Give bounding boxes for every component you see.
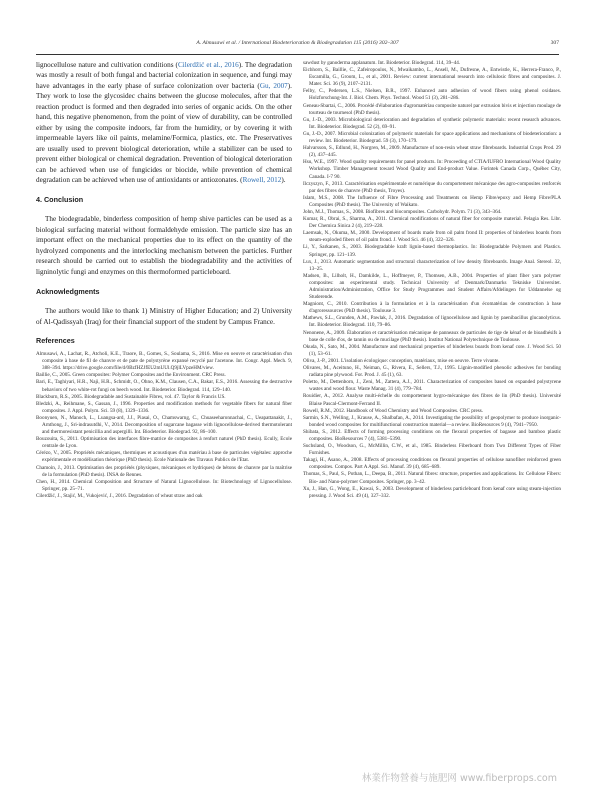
reference-entry: Ilczyszyn, F., 2013. Caractérisation expérimentale et numérique du comportement mécanique des agro-composites renforcés par des fibres de chanvre (PhD thesis, Troyes). <box>303 180 561 194</box>
reference-list-left <box>36 351 292 500</box>
reference-entry: Thomas, S., Paul, S., Pothan, L., Deepa, B., 2011. Natural fibres: structure, properties and applications. In: Cellulose Fibers: Bio- and Nano-polymer Composites. Springer, pp. 3–42. <box>303 471 561 485</box>
reference-entry: Madsen, B., Lilholt, H., Damkilde, L., Hoffmeyer, P., Thomsen, A.B., 2004. Properties of plant fiber yarn polymer composites: an experimental study. Technical University of Denmark/Danmarks Tekniske Universitet. Administration/Administration, Office for Study Programmes and Student Affairs/Afdelingen for Uddannelse og Studerende. <box>303 272 561 301</box>
conclusion-heading: 4. Conclusion <box>36 195 84 205</box>
reference-entry: Poletto, M., Dettenborn, J., Zeni, M., Zattera, A.J., 2011. Characterization of composites based on expanded polystyrene wastes and wood flour. Waste Manag. 31 (4), 779–784. <box>303 379 561 393</box>
conclusion-paragraph: The biodegradable, binderless composition of hemp shive particles can be used as a biological surfacing material without formaldehyde emission. The particle size has an important effect on the mechanical properties due to its effect on the quantity of the hydrolyzed components and the interlocking mechanism between the particles. Further research should be carried out to establish the biodegradability and the activities of ligninolytic fungi and enzymes on this thermoformed particleboard. <box>36 215 292 276</box>
citation-link[interactable]: Gu, 2007 <box>259 81 288 90</box>
reference-entry: Bledzki, A., Reihmane, S., Gassan, J., 1996. Properties and modification methods for vegetable fibers for natural fiber composites. J. Appl. Polym. Sci. 59 (8), 1329–1336. <box>36 400 292 414</box>
reference-entry: Mathews, S.L., Grunden, A.M., Pawlak, J., 2016. Degradation of lignocellulose and lignin by paenibacillus glucanolyticus. Int. Biodeterior. Biodegrad. 110, 79–86. <box>303 315 561 329</box>
reference-entry: Takagi, H., Asano, A., 2008. Effects of processing conditions on flexural properties of cellulose nanofiber reinforced green composites. Compos. Part A Appl. Sci. Manuf. 39 (4), 685–689. <box>303 457 561 471</box>
running-title: A. Almusawi et al. / International Biodeterioration & Biodegradation 115 (2016) 302–307 <box>196 40 399 46</box>
watermark-text: 林業作物營養与施肥网 www.fiberprops.com <box>361 773 557 784</box>
reference-entry: Almusawi, A., Lachat, R., Atcholi, K.E., Traore, B., Gomes, S., Soulama, S., 2016. Mise en oeuvre et caractérisation d'un composite à base de fil de chanvre et de pate de polystyrène expansé recyclé par l'acetone. Int. Congr. Appl. Mech. 9, 388–394. https://drive.google.com/file/d/0BzfHZJfEU2mUUl.Q9jlLVpzeHM/view. <box>36 351 292 372</box>
reference-entry: Baillie, C., 2005. Green composites: Polymer Composites and the Environment. CRC Press. <box>36 372 226 379</box>
references-heading: References <box>36 336 75 346</box>
reference-entry: Olivares, M., Aceituno, H., Neiman, G., Rivera, E., Sellers, T.J., 1995. Lignin-modified phenolic adhesives for bonding radiata pine plywood. For. Prod. J. 45 (1), 63. <box>303 365 561 379</box>
reference-entry: Sarmin, S.N., Welling, J., Krause, A., Shalbafan, A., 2014. Investigating the possibility of geopolymer to produce inorganic-bonded wood composites for multifunctional construction material—a review. BioResources 9 (4), 7941–7950. <box>303 414 561 428</box>
reference-entry: Rouidier, A., 2012. Analyse multi-échelle du comportement hygro-mécanique des fibres de lin (PhD thesis). Université Blaise Pascal-Clermont-Ferrand II. <box>303 393 561 407</box>
text-run: lignocellulose nature and cultivation conditions ( <box>36 61 178 69</box>
acknowledgments-heading: Acknowledgments <box>36 287 100 297</box>
reference-entry: Halvarsson, S., Edlund, H., Norgren, M., 2009. Manufacture of non-resin wheat straw fibreboards. Industrial Crops Prod. 29 (2), 437–445. <box>303 145 561 159</box>
reference-entry: Chamoin, J., 2013. Optimisation des propriétés (physiques, mécaniques et hydriques) de bétons de chanvre par la maîtrise de la formulation (PhD thesis). INSA de Rennes. <box>36 464 292 478</box>
reference-entry: Cérézo, V., 2005. Propriétés mécaniques, thermiques et acoustiques d'un matériau à base de particules végétales: approche expérimentale et modélisation théorique (PhD thesis). Ecole Nationale des Travaux Publics de l'Etat. <box>36 450 292 464</box>
text-run: ). <box>281 175 286 184</box>
reference-entry: Felby, C., Pedersen, L.S., Nielsen, B.R., 1997. Enhanced auto adhesion of wood fibers using phenol oxidases. Holzforschung-Int. J. Biol. Chem. Phys. Technol. Wood 51 (3), 281–286. <box>303 88 561 102</box>
reference-entry: Geneau-Sbartai, C., 2006. Procédé d'élaboration d'agromatériau composite naturel par extrusion bivis et injection moulage de tourteau de tournesol (PhD thesis). <box>303 102 561 116</box>
reference-entry: Rowell, R.M., 2012. Handbook of Wood Chemistry and Wood Composites. CRC press. <box>303 407 484 414</box>
reference-entry: Oliva, J.-P., 2001. L'isolation écologique: conception, matériaux, mise en oeuvre. Terre vivante. <box>303 357 500 364</box>
page-number: 307 <box>550 40 559 46</box>
reference-entry: Islam, M.S., 2008. The Influence of Fibre Processing and Treatments on Hemp Fibre/epoxy and Hemp Fibre/PLA Composites (PhD thesis). The University of Waikato. <box>303 194 561 208</box>
left-column <box>36 60 292 500</box>
reference-entry: Li, Y., Sarkanen, S., 2003. Biodegradable kraft lignin-based thermoplastics. In: Biodegradable Polymers and Plastics. Springer, pp. 121–139. <box>303 244 561 258</box>
reference-entry: Bari, E., Taghiyari, H.R., Naji, H.R., Schmidt, O., Ohno, K.M., Clausen, C.A., Bakar, E.S., 2016. Assessing the destructive behaviors of two white-rot fungi on beech wood. Int. Biodeterior. Biodegrad. 114, 129–140. <box>36 379 292 393</box>
reference-entry: Eichhorn, S., Baillie, C., Zafeiropoulos, N., Mwaikambo, L., Ansell, M., Dufresne, A., Entwistle, K., Herrera-Franco, P., Escamilla, G., Groom, L., et al., 2001. Review: current international research into cellulosic fibres and composites. J. Mater. Sci. 36 (9), 2107–2131. <box>303 67 561 88</box>
reference-entry: Kumar, R., Obrai, S., Sharma, A., 2011. Chemical modifications of natural fiber for composite material. Pelagia Res. Libr. Der Chemica Sinica 2 (4), 219–228. <box>303 216 561 230</box>
reference-entry: Gu, J.-D., 2003. Microbiological deterioration and degradation of synthetic polymeric materials: recent research advances. Int. Biodeterior. Biodegrad. 52 (2), 69–91. <box>303 116 561 130</box>
reference-entry: Shibata, S., 2012. Effects of forming processing conditions on the flexural properties of bagasse and bamboo plastic composites. BioResources 7 (4), 5381–5390. <box>303 428 561 442</box>
reference-entry: Lux, J., 2013. Automatic segmentation and structural characterization of low density fibreboards. Image Anal. Stereol. 32, 13–25. <box>303 258 561 272</box>
reference-entry: Okuda, N., Sato, M., 2004. Manufacture and mechanical properties of binderless boards from kenaf core. J. Wood Sci. 50 (1), 53–61. <box>303 343 561 357</box>
text-run: ). They work to lose the glycosidec chains between the glucose molecules, after that the reaction product is formed and then degraded into series of organic acids. On the other hand, this negative phenomenon, from the point of view of durability, can be controlled either by using the composite indoors, far from the humidity, or by covering it with impermeable layers like oil paints, melamine/Formica, plastics, etc. The Preservatives are usually used to prevent biological deterioration, while a stabilizer can be used to prevent either biological or chemical degradation. Prevention of biological deterioration can be achieved when use of fungicides or biocide, while prevention of chemical degradation can be achieved when use of antioxidants or antiozonates. ( <box>36 81 292 184</box>
citation-link[interactable]: Rowell, 2012 <box>242 175 282 184</box>
header-rule <box>36 54 559 55</box>
reference-entry: Blackburn, R.S., 2005. Biodegradable and Sustainable Fibres, vol. 47. Taylor & Francis US. <box>36 393 226 400</box>
reference-entry: Chen, H., 2014. Chemical Composition and Structure of Natural Lignocellulose. In: Biotechnology of Lignocellulose. Springer, pp. 25–71. <box>36 478 292 492</box>
text-run: ). The degradation was mostly a result of both fungal and bacterial colonization in sequence, and fungi may have advantages in the early phase of surface colonization over bacteria ( <box>36 61 292 90</box>
right-column <box>303 60 561 500</box>
reference-entry: Magniont, C., 2010. Contribution à la formulation et à la caractérisation d'un écomatériau de construction à base d'agroressources (PhD thesis). Toulouse 3. <box>303 301 561 315</box>
reference-entry: Bouzouita, S., 2011. Optimisation des interfaces fibre-matrice de composites à renfort naturel (PhD thesis). Ecully, Ecole centrale de Lyon. <box>36 436 292 450</box>
reference-entry: sawdust by ganoderma applanatum. Int. Biodeterior. Biodegrad. 114, 39–44. <box>303 60 461 66</box>
discussion-paragraph <box>36 60 292 185</box>
reference-entry: Nenonene, A., 2009. Élaboration et caractérisation mécanique de panneaux de particules de tige de kénaf et de bioadhésifs à base de colle d'os, de tannin ou de mucilage (PhD thesis). Institut National Polytechnique de Toulouse. <box>303 329 561 343</box>
reference-entry: Gu, J.-D., 2007. Microbial colonization of polymeric materials for space applications and mechanisms of biodeterioration: a review. Int. Biodeterior. Biodegrad. 59 (3), 170–179. <box>303 130 561 145</box>
acknowledgments-paragraph: The authors would like to thank 1) Ministry of Higher Education; and 2) University of Al-Qadissyah (Iraq) for their financial support of the student by Campus France. <box>36 307 292 326</box>
reference-entry: John, M.J., Thomas, S., 2008. Biofibres and biocomposites. Carbohydr. Polym. 71 (3), 343–364. <box>303 208 502 215</box>
reference-entry: Xu, J., Han, G., Wong, E., Kawai, S., 2003. Development of binderless particleboard from kenaf core using steam-injection pressing. J. Wood Sci. 49 (4), 327–332. <box>303 485 561 499</box>
reference-entry: Laemsak, N., Okuma, M., 2000. Development of boards made from oil palm frond II: properties of binderless boards from steam-exploded fibers of oil palm frond. J. Wood Sci. 46 (4), 322–326. <box>303 230 561 244</box>
reference-entry: Suchsland, O., Woodson, G., McMillin, C.W., et al., 1985. Binderless Fiberboard from Two Different Types of Fiber Furnishes. <box>303 443 561 457</box>
citation-link[interactable]: Cilerdžić et al., 2016 <box>177 61 239 69</box>
reference-entry: Hsu, W.E., 1997. Wood quality requirements for panel products. In: Proceeding of CTIA/IUFRO International Wood Quality Workshop. Timber Management toward Wood Quality and End-product Value. Forintek Canada Corp., Québec City, Canada. I-7 90. <box>303 159 561 180</box>
reference-list-right <box>303 60 561 500</box>
reference-entry: Boonyuen, N., Manoch, L., Luangsa-ard, J.J., Piasai, O., Chamswarng, C., Chuaseeharonnachai, C., Ueapattanakit, J., Arnthong, J., Sri-indrasutdhi, V., 2014. Decomposition of sugarcane bagasse with lignocellulose-derived thermotolerant and thermoresistant penicillia and aspergilli. Int. Biodeterior. Biodegrad. 92, 86–100. <box>36 414 292 436</box>
reference-entry: Cilerdžić, J., Stajić, M., Vukojević, J., 2016. Degradation of wheat straw and oak <box>36 492 203 499</box>
running-header <box>36 40 559 52</box>
